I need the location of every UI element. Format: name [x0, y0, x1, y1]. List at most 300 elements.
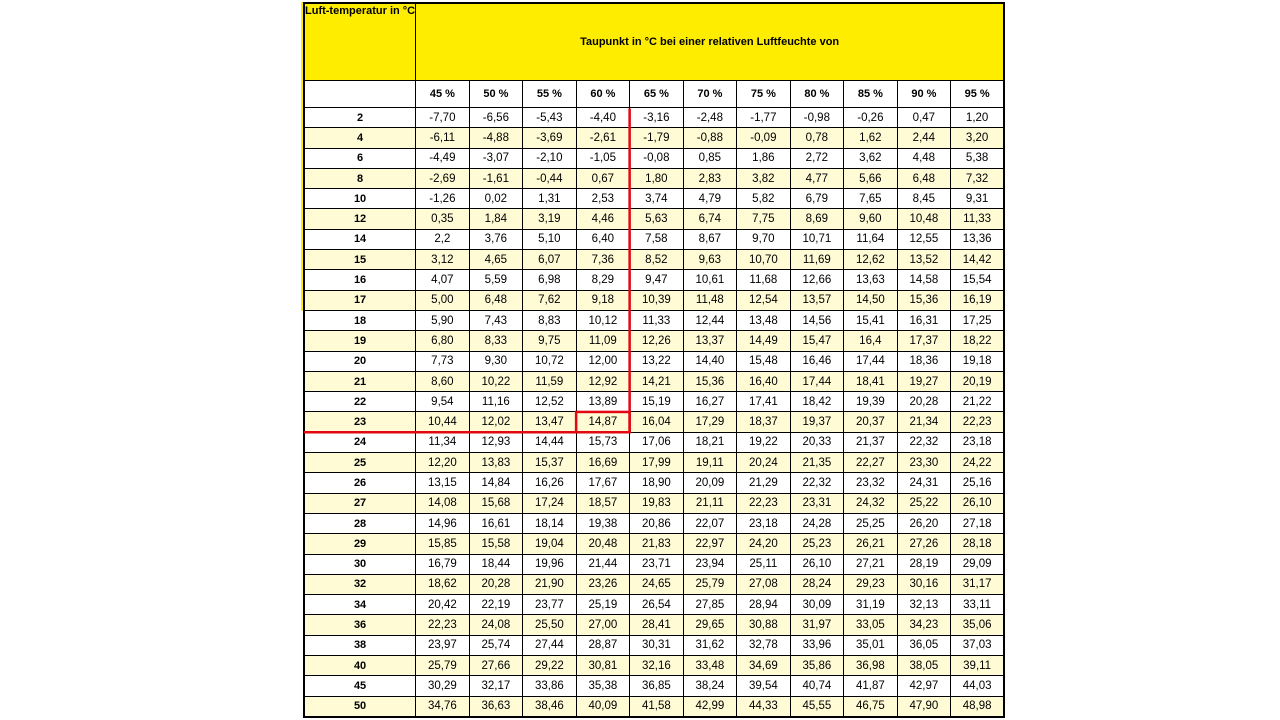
dew-point-cell: 20,28: [469, 574, 523, 594]
dew-point-cell: 25,23: [790, 534, 844, 554]
dew-point-cell: 8,45: [897, 189, 951, 209]
dew-point-cell: 15,41: [844, 310, 898, 330]
dew-point-cell: 8,67: [683, 229, 737, 249]
dew-point-cell: 17,99: [630, 453, 684, 473]
dew-point-cell: 34,69: [737, 656, 791, 676]
dew-point-cell: 19,37: [790, 412, 844, 432]
dew-point-cell: 14,96: [416, 513, 470, 533]
dew-point-cell: 29,09: [951, 554, 1005, 574]
table-row: [304, 554, 1004, 574]
humidity-header: 80 %: [790, 81, 844, 108]
table-row: [304, 168, 1004, 188]
dew-point-cell: 17,67: [576, 473, 630, 493]
air-temperature-cell: 12: [304, 209, 416, 229]
dew-point-cell: 14,08: [416, 493, 470, 513]
dew-point-cell: 30,31: [630, 635, 684, 655]
dew-point-cell: 19,39: [844, 392, 898, 412]
dew-point-cell: 2,53: [576, 189, 630, 209]
dew-point-cell: 0,67: [576, 168, 630, 188]
dew-point-cell: 9,47: [630, 270, 684, 290]
air-temperature-cell: 38: [304, 635, 416, 655]
dew-point-cell: 40,09: [576, 696, 630, 717]
dew-point-cell: 42,97: [897, 676, 951, 696]
dew-point-cell: 38,46: [523, 696, 577, 717]
dew-point-cell: 2,72: [790, 148, 844, 168]
dew-point-cell: 13,63: [844, 270, 898, 290]
dew-point-cell: 42,99: [683, 696, 737, 717]
table-row: [304, 331, 1004, 351]
dew-point-cell: 12,02: [469, 412, 523, 432]
dew-point-cell: 33,48: [683, 656, 737, 676]
dew-point-cell: 11,68: [737, 270, 791, 290]
air-temperature-cell: 4: [304, 128, 416, 148]
air-temperature-cell: 8: [304, 168, 416, 188]
dew-point-cell: 11,59: [523, 371, 577, 391]
dew-point-cell: 17,41: [737, 392, 791, 412]
dew-point-cell: 10,12: [576, 310, 630, 330]
dew-point-cell: 7,32: [951, 168, 1005, 188]
dew-point-cell: 19,18: [951, 351, 1005, 371]
table-row: [304, 676, 1004, 696]
dew-point-cell: 9,54: [416, 392, 470, 412]
dew-point-cell: 12,00: [576, 351, 630, 371]
dew-point-cell: 10,44: [416, 412, 470, 432]
dew-point-cell: 9,70: [737, 229, 791, 249]
dew-point-cell: 6,74: [683, 209, 737, 229]
dew-point-cell: 23,71: [630, 554, 684, 574]
air-temperature-cell: 22: [304, 392, 416, 412]
dew-point-cell: 26,20: [897, 513, 951, 533]
dew-point-cell: 15,73: [576, 432, 630, 452]
dew-point-cell: 32,13: [897, 595, 951, 615]
air-temperature-cell: 10: [304, 189, 416, 209]
dew-point-cell: 25,25: [844, 513, 898, 533]
dew-point-cell: 20,19: [951, 371, 1005, 391]
dew-point-cell: 19,22: [737, 432, 791, 452]
dew-point-cell: 4,65: [469, 250, 523, 270]
dew-point-cell: 21,34: [897, 412, 951, 432]
dew-point-cell: 22,23: [951, 412, 1005, 432]
dew-point-cell: 25,79: [683, 574, 737, 594]
dew-point-cell: 22,07: [683, 513, 737, 533]
dew-point-cell: 14,49: [737, 331, 791, 351]
dew-point-cell: 14,50: [844, 290, 898, 310]
table-row: [304, 371, 1004, 391]
air-temperature-cell: 15: [304, 250, 416, 270]
dew-point-cell: 4,48: [897, 148, 951, 168]
dew-point-cell: 25,50: [523, 615, 577, 635]
dew-point-cell: 5,10: [523, 229, 577, 249]
dew-point-cell: 40,74: [790, 676, 844, 696]
dew-point-cell: -1,05: [576, 148, 630, 168]
table-row: [304, 270, 1004, 290]
dew-point-cell: 2,83: [683, 168, 737, 188]
dew-point-cell: 13,47: [523, 412, 577, 432]
dew-point-cell: 28,94: [737, 595, 791, 615]
dew-point-cell: 25,19: [576, 595, 630, 615]
dew-point-cell: 22,19: [469, 595, 523, 615]
dew-point-cell: 12,62: [844, 250, 898, 270]
dew-point-cell: 41,58: [630, 696, 684, 717]
dew-point-cell: 13,22: [630, 351, 684, 371]
dew-point-cell: 14,21: [630, 371, 684, 391]
dew-point-cell: 16,79: [416, 554, 470, 574]
dew-point-cell: -0,88: [683, 128, 737, 148]
dew-point-cell: -1,26: [416, 189, 470, 209]
dew-point-cell: 9,30: [469, 351, 523, 371]
table-row: [304, 148, 1004, 168]
dew-point-cell: 9,75: [523, 331, 577, 351]
dew-point-cell: 5,00: [416, 290, 470, 310]
dew-point-cell: 18,22: [951, 331, 1005, 351]
dew-point-cell: -4,40: [576, 108, 630, 128]
dew-point-cell: 36,85: [630, 676, 684, 696]
table-row: [304, 453, 1004, 473]
table-title: Taupunkt in °C bei einer relativen Luftfeuchte von: [416, 3, 1005, 81]
air-temperature-cell: 23: [304, 412, 416, 432]
dew-point-cell: -1,77: [737, 108, 791, 128]
dew-point-cell: 14,42: [951, 250, 1005, 270]
air-temperature-cell: 30: [304, 554, 416, 574]
dew-point-cell: 11,33: [951, 209, 1005, 229]
dew-point-cell: 27,66: [469, 656, 523, 676]
dew-point-cell: 1,80: [630, 168, 684, 188]
dew-point-cell: 6,79: [790, 189, 844, 209]
dew-point-cell: 2,2: [416, 229, 470, 249]
air-temperature-cell: 34: [304, 595, 416, 615]
dew-point-cell: 15,58: [469, 534, 523, 554]
dew-point-cell: 15,68: [469, 493, 523, 513]
dew-point-cell: 35,38: [576, 676, 630, 696]
dew-point-cell: 26,21: [844, 534, 898, 554]
air-temperature-cell: 14: [304, 229, 416, 249]
dew-point-cell: 27,44: [523, 635, 577, 655]
dew-point-cell: 0,35: [416, 209, 470, 229]
dew-point-cell: 7,62: [523, 290, 577, 310]
table-row: [304, 310, 1004, 330]
dew-point-cell: 19,04: [523, 534, 577, 554]
dew-point-cell: 30,09: [790, 595, 844, 615]
dew-point-cell: 13,15: [416, 473, 470, 493]
dew-point-cell: 22,97: [683, 534, 737, 554]
dew-point-cell: 18,37: [737, 412, 791, 432]
dew-point-cell: 17,06: [630, 432, 684, 452]
table-row: [304, 189, 1004, 209]
title-row: [304, 3, 1004, 81]
dew-point-cell: 0,02: [469, 189, 523, 209]
dew-point-cell: 14,56: [790, 310, 844, 330]
dew-point-cell: 7,58: [630, 229, 684, 249]
dew-point-cell: 33,11: [951, 595, 1005, 615]
dew-point-cell: 20,24: [737, 453, 791, 473]
dew-point-cell: 9,31: [951, 189, 1005, 209]
dew-point-cell: 5,59: [469, 270, 523, 290]
dew-point-cell: 17,37: [897, 331, 951, 351]
dew-point-cell: 34,76: [416, 696, 470, 717]
dew-point-cell: 36,63: [469, 696, 523, 717]
dew-point-cell: -2,48: [683, 108, 737, 128]
dew-point-cell: 16,27: [683, 392, 737, 412]
air-temperature-cell: 27: [304, 493, 416, 513]
dew-point-cell: -6,56: [469, 108, 523, 128]
dew-point-cell: 35,86: [790, 656, 844, 676]
dew-point-cell: 5,63: [630, 209, 684, 229]
dew-point-cell: 27,00: [576, 615, 630, 635]
dew-point-cell: 23,94: [683, 554, 737, 574]
dew-point-cell: 12,44: [683, 310, 737, 330]
dew-point-cell: 1,20: [951, 108, 1005, 128]
dew-point-cell: 14,40: [683, 351, 737, 371]
dew-point-cell: 23,77: [523, 595, 577, 615]
dew-point-cell: 16,40: [737, 371, 791, 391]
air-temperature-cell: 25: [304, 453, 416, 473]
air-temperature-cell: 26: [304, 473, 416, 493]
table-row: [304, 392, 1004, 412]
dew-point-cell: 14,87: [576, 412, 630, 432]
dew-point-cell: 7,43: [469, 310, 523, 330]
dew-point-cell: 16,4: [844, 331, 898, 351]
dew-point-cell: 0,85: [683, 148, 737, 168]
dew-point-cell: 19,27: [897, 371, 951, 391]
dew-point-cell: 12,20: [416, 453, 470, 473]
dew-point-cell: 10,71: [790, 229, 844, 249]
dew-point-cell: 36,05: [897, 635, 951, 655]
humidity-header: 90 %: [897, 81, 951, 108]
dew-point-cell: 14,58: [897, 270, 951, 290]
empty-corner-cell: [304, 81, 416, 108]
dew-point-cell: 24,08: [469, 615, 523, 635]
dew-point-cell: 23,18: [737, 513, 791, 533]
table-row: [304, 595, 1004, 615]
dew-point-cell: -2,10: [523, 148, 577, 168]
dew-point-cell: 7,65: [844, 189, 898, 209]
dew-point-cell: 1,62: [844, 128, 898, 148]
dew-point-cell: 16,31: [897, 310, 951, 330]
dew-point-cell: 12,66: [790, 270, 844, 290]
dew-point-cell: -5,43: [523, 108, 577, 128]
dew-point-cell: 25,11: [737, 554, 791, 574]
dew-point-cell: 25,16: [951, 473, 1005, 493]
dew-point-cell: 27,18: [951, 513, 1005, 533]
dew-point-cell: 13,89: [576, 392, 630, 412]
dew-point-cell: 7,36: [576, 250, 630, 270]
dew-point-cell: 12,52: [523, 392, 577, 412]
dew-point-cell: 15,19: [630, 392, 684, 412]
dew-point-cell: -0,09: [737, 128, 791, 148]
dew-point-cell: 14,84: [469, 473, 523, 493]
humidity-header: 50 %: [469, 81, 523, 108]
table-row: [304, 108, 1004, 128]
dew-point-cell: 44,03: [951, 676, 1005, 696]
dew-point-cell: 23,18: [951, 432, 1005, 452]
dew-point-cell: 23,32: [844, 473, 898, 493]
dew-point-cell: 18,21: [683, 432, 737, 452]
dew-point-cell: 24,32: [844, 493, 898, 513]
dew-point-cell: 16,26: [523, 473, 577, 493]
dew-point-cell: 21,37: [844, 432, 898, 452]
air-temperature-cell: 2: [304, 108, 416, 128]
dew-point-cell: -1,61: [469, 168, 523, 188]
dew-point-cell: 21,22: [951, 392, 1005, 412]
dew-point-cell: 22,32: [790, 473, 844, 493]
dew-point-cell: 39,11: [951, 656, 1005, 676]
dew-point-cell: 35,06: [951, 615, 1005, 635]
dew-point-cell: 12,54: [737, 290, 791, 310]
dew-point-cell: 18,44: [469, 554, 523, 574]
humidity-header: 65 %: [630, 81, 684, 108]
dew-point-cell: 28,19: [897, 554, 951, 574]
air-temperature-cell: 20: [304, 351, 416, 371]
dew-point-cell: 32,78: [737, 635, 791, 655]
dew-point-cell: 11,48: [683, 290, 737, 310]
dew-point-cell: 23,97: [416, 635, 470, 655]
dew-point-cell: 33,05: [844, 615, 898, 635]
table-row: [304, 696, 1004, 717]
dew-point-cell: 20,42: [416, 595, 470, 615]
table-row: [304, 635, 1004, 655]
dew-point-cell: 24,20: [737, 534, 791, 554]
dew-point-cell: 33,96: [790, 635, 844, 655]
dew-point-cell: 2,44: [897, 128, 951, 148]
air-temperature-cell: 19: [304, 331, 416, 351]
humidity-header: 70 %: [683, 81, 737, 108]
air-temperature-cell: 21: [304, 371, 416, 391]
dew-point-cell: 16,19: [951, 290, 1005, 310]
humidity-header: 45 %: [416, 81, 470, 108]
dew-point-cell: 10,48: [897, 209, 951, 229]
dew-point-table: [303, 2, 1005, 718]
air-temperature-cell: 29: [304, 534, 416, 554]
dew-point-cell: 6,98: [523, 270, 577, 290]
dew-point-cell: 30,16: [897, 574, 951, 594]
dew-point-cell: 24,31: [897, 473, 951, 493]
dew-point-cell: 6,48: [469, 290, 523, 310]
dew-point-cell: 19,38: [576, 513, 630, 533]
air-temperature-cell: 17: [304, 290, 416, 310]
table-body: [304, 108, 1004, 717]
dew-point-cell: -4,49: [416, 148, 470, 168]
dew-point-cell: 15,54: [951, 270, 1005, 290]
dew-point-cell: 24,22: [951, 453, 1005, 473]
dew-point-cell: 23,31: [790, 493, 844, 513]
humidity-header: 95 %: [951, 81, 1005, 108]
table-row: [304, 493, 1004, 513]
dew-point-cell: 18,41: [844, 371, 898, 391]
dew-point-cell: 13,83: [469, 453, 523, 473]
dew-point-cell: 28,24: [790, 574, 844, 594]
dew-point-cell: 11,34: [416, 432, 470, 452]
dew-point-cell: 21,44: [576, 554, 630, 574]
dew-point-cell: 27,26: [897, 534, 951, 554]
dew-point-cell: -6,11: [416, 128, 470, 148]
dew-point-cell: 17,44: [790, 371, 844, 391]
table-row: [304, 412, 1004, 432]
air-temperature-cell: 18: [304, 310, 416, 330]
dew-point-cell: 15,36: [683, 371, 737, 391]
table-row: [304, 290, 1004, 310]
dew-point-cell: -0,26: [844, 108, 898, 128]
dew-point-cell: 8,83: [523, 310, 577, 330]
dew-point-cell: 24,28: [790, 513, 844, 533]
dew-point-cell: 31,97: [790, 615, 844, 635]
humidity-header: 55 %: [523, 81, 577, 108]
dew-point-cell: 18,36: [897, 351, 951, 371]
dew-point-cell: 21,90: [523, 574, 577, 594]
dew-point-cell: 1,86: [737, 148, 791, 168]
dew-point-cell: 31,17: [951, 574, 1005, 594]
dew-point-cell: 38,24: [683, 676, 737, 696]
table-row: [304, 229, 1004, 249]
dew-point-cell: 25,22: [897, 493, 951, 513]
dew-point-cell: 28,41: [630, 615, 684, 635]
air-temperature-cell: 36: [304, 615, 416, 635]
table-row: [304, 513, 1004, 533]
dew-point-cell: 4,07: [416, 270, 470, 290]
dew-point-cell: 13,48: [737, 310, 791, 330]
dew-point-cell: 21,29: [737, 473, 791, 493]
dew-point-cell: 34,23: [897, 615, 951, 635]
dew-point-cell: 11,69: [790, 250, 844, 270]
dew-point-cell: 1,31: [523, 189, 577, 209]
table-row: [304, 473, 1004, 493]
dew-point-cell: 5,38: [951, 148, 1005, 168]
dew-point-cell: 16,69: [576, 453, 630, 473]
dew-point-cell: 18,62: [416, 574, 470, 594]
dew-point-cell: 19,11: [683, 453, 737, 473]
dew-point-cell: 19,96: [523, 554, 577, 574]
dew-point-cell: 23,30: [897, 453, 951, 473]
dew-point-cell: 16,04: [630, 412, 684, 432]
air-temperature-cell: 28: [304, 513, 416, 533]
air-temperature-cell: 45: [304, 676, 416, 696]
dew-point-cell: 21,35: [790, 453, 844, 473]
dew-point-cell: 29,23: [844, 574, 898, 594]
dew-point-cell: 21,83: [630, 534, 684, 554]
dew-point-cell: 9,18: [576, 290, 630, 310]
air-temperature-cell: 32: [304, 574, 416, 594]
dew-point-cell: 10,70: [737, 250, 791, 270]
dew-point-cell: 5,66: [844, 168, 898, 188]
dew-point-cell: 27,21: [844, 554, 898, 574]
dew-point-cell: 20,33: [790, 432, 844, 452]
dew-point-cell: 30,88: [737, 615, 791, 635]
table-row: [304, 351, 1004, 371]
dew-point-cell: 10,22: [469, 371, 523, 391]
dew-point-cell: 28,87: [576, 635, 630, 655]
dew-point-cell: 0,78: [790, 128, 844, 148]
dew-point-cell: 13,37: [683, 331, 737, 351]
dew-point-cell: 31,62: [683, 635, 737, 655]
dew-point-cell: 44,33: [737, 696, 791, 717]
dew-point-cell: 48,98: [951, 696, 1005, 717]
dew-point-cell: 38,05: [897, 656, 951, 676]
dew-point-cell: 20,28: [897, 392, 951, 412]
dew-point-cell: 13,57: [790, 290, 844, 310]
dew-point-cell: -3,69: [523, 128, 577, 148]
dew-point-cell: 22,23: [737, 493, 791, 513]
dew-point-cell: 5,90: [416, 310, 470, 330]
dew-point-cell: 26,54: [630, 595, 684, 615]
dew-point-cell: 8,29: [576, 270, 630, 290]
dew-point-cell: 5,82: [737, 189, 791, 209]
dew-point-cell: 25,79: [416, 656, 470, 676]
dew-point-cell: 46,75: [844, 696, 898, 717]
dew-point-cell: 22,27: [844, 453, 898, 473]
table-row: [304, 250, 1004, 270]
dew-point-cell: 29,22: [523, 656, 577, 676]
dew-point-cell: 12,93: [469, 432, 523, 452]
dew-point-cell: 20,86: [630, 513, 684, 533]
